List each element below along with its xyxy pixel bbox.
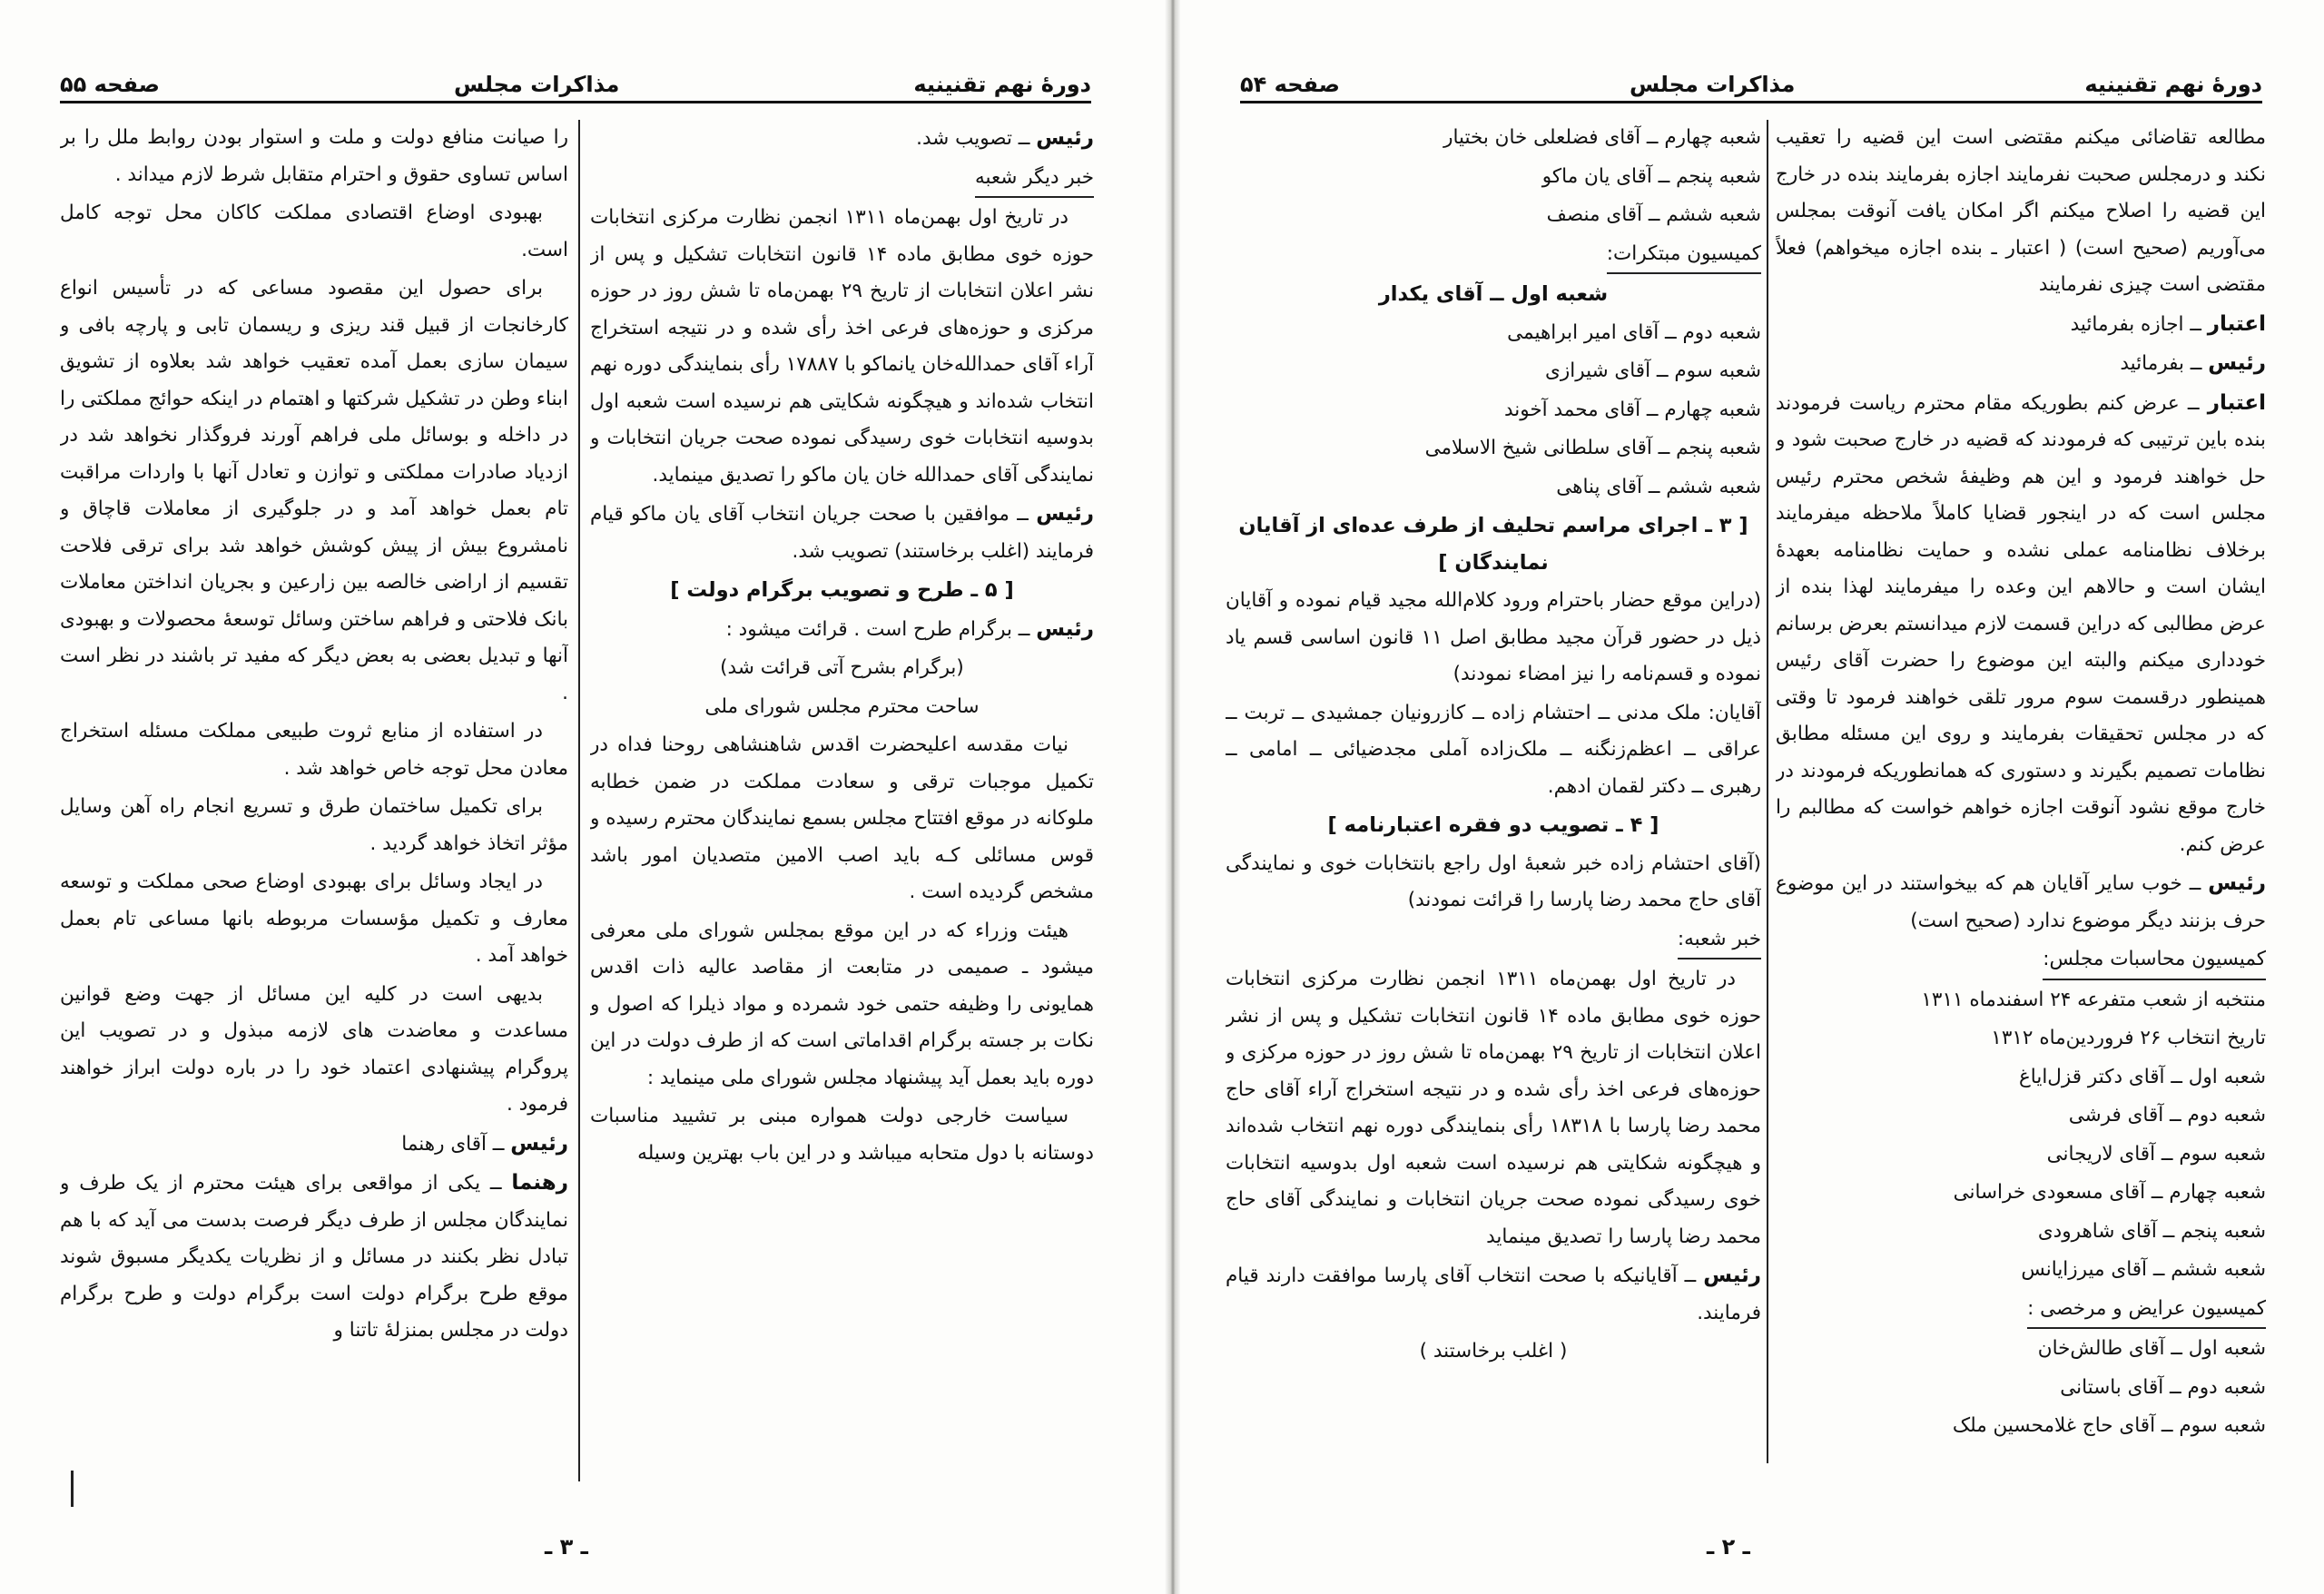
speaker-paragraph [590, 496, 1094, 570]
speaker-paragraph [1776, 385, 2266, 864]
body-paragraph: بهبودی اوضاع اقتصادی مملکت کاکان محل توجه کامل است. [60, 202, 568, 261]
body-paragraph: (دراین موقع حضار باحترام ورود کلام‌الله مجید قیام نموده و آقایان ذیل در حضور قرآن مجید مطابق اصل ۱۱ قانون اساسی قسم یاد نموده و قسم‌نامه را نیز امضاء نمودند) [1226, 589, 1761, 685]
body-paragraph: سیاست خارجی دولت همواره مبنی بر تشیید مناسبات دوستانه با دول متحابه میباشد و در این باب بهترین وسیله [590, 1105, 1094, 1165]
subsection-wrapper [1776, 1291, 2266, 1332]
subsection-wrapper [1226, 236, 1761, 277]
session-label: دورهٔ نهم تقنینیه [2084, 72, 2262, 97]
subsection-label: کمیسیون مبتکرات: [1607, 236, 1761, 275]
speaker-name: رئیس [2208, 351, 2266, 375]
subsection-label: کمیسیون عرایض و مرخصی : [2027, 1291, 2266, 1330]
margin-mark [71, 1471, 74, 1507]
running-title: مذاکرات مجلس [1629, 72, 1796, 97]
body-paragraph: را صیانت منافع دولت و ملت و استوار بودن روابط ملل را بر اساس تساوی حقوق و احترام متقابل شرط لازم میداند . [60, 126, 568, 186]
speaker-name: اعتبار [2207, 390, 2266, 415]
body-paragraph: در استفاده از منابع ثروت طبیعی مملکت مسئله استخراج معادن محل توجه خاص خواهد شد . [60, 720, 568, 780]
speaker-paragraph [1226, 1257, 1761, 1332]
speaker-name: اعتبار [2207, 311, 2266, 336]
body-paragraph: بدیهی است در کلیه این مسائل از جهت وضع قوانین مساعدت و معاضدت های لازمه مبذول و در تصویب این پروگرام پیشنهادی اعتماد خود را در باره دولت ابراز خواهند فرمود . [60, 982, 568, 1116]
section-heading: [ ۳ ـ اجرای مراسم تحلیف از طرف عده‌ای از آقایان نمایندگان ] [1238, 514, 1748, 575]
list-item: شعبه دوم ــ آقای امیر ابراهیمی [1507, 320, 1761, 344]
list-item: شعبه دوم ــ آقای فرشی [2068, 1104, 2266, 1127]
column-divider [578, 120, 580, 1481]
subsection-label: خبر دیگر شعبه [975, 160, 1094, 199]
list-item: شعبه چهارم ــ آقای محمد آخوند [1504, 398, 1761, 421]
page-number: صفحه ۵۵ [60, 72, 160, 97]
speech-text: ــ آقای رهنما [401, 1132, 511, 1156]
list-item: شعبه پنجم ــ آقای شاهرودی [2037, 1219, 2266, 1243]
speaker-name: رئیس [1036, 502, 1094, 526]
body-paragraph: در ایجاد وسائل برای بهبودی اوضاع صحی مملکت و توسعه معارف و تکمیل مؤسسات مربوطه بانها مساعی تام بعمل خواهد آمد . [60, 871, 568, 967]
speaker-name: رئیس [1703, 1264, 1761, 1287]
body-paragraph: نیات مقدسه اعلیحضرت اقدس شاهنشاهی روحنا فداه در تکمیل موجبات ترقی و سعادت مملکت در ضمن خطابه ملوکانه در موقع افتتاح مجلس بسمع نمایندگان محترم رسیده و قوس مسائلی کـه باید اصب الامین متصدیان امور باشد مشخص گردیده است . [590, 733, 1094, 903]
book-gutter [1165, 0, 1181, 1594]
body-paragraph: برای تکمیل ساختمان طرق و تسریع انجام راه آهن وسایل مؤثر اتخاذ خواهد گردید . [60, 795, 568, 855]
list-item: شعبه سوم ــ آقای لاریجانی [2046, 1142, 2266, 1166]
page-header [1240, 62, 2262, 103]
list-item: شعبه پنجم ــ آقای سلطانی شیخ الاسلامی [1424, 437, 1761, 459]
text-column-left [60, 120, 568, 1500]
list-item: تاریخ انتخاب ۲۶ فروردین‌ماه ۱۳۱۲ [1991, 1027, 2266, 1049]
speaker-name: رئیس [510, 1131, 568, 1156]
speech-text: ــ عرض کنم بطوریکه مقام محترم ریاست فرمودند بنده باین ترتیبی که فرمودند که قضیه در خارج صحبت شود و حل خواهند فرمود و این هم وظیفهٔ شخص محترم رئیس مجلس است که در اینجور قضایا کاملاً ملاحظه میفرمایند برخلاف نظامنامه عملی نشده و حمایت نظامنامه بعهدهٔ ایشان است و حالاهم این وعده را میفرمایند لهذا بنده از عرض مطالبی که دراین قسمت لازم میدانستم بعرض برسانم خودداری میکنم والبته این موضوع را حضرت آقای رئیس همینطور درقسمت سوم مرور تلقی خواهند فرمود تا وقتی که در مجلس تحقیقات بفرمایند و روی این مسئله مطابق نظامات تصمیم بگیرند و دستوری که همانطوریکه فرمودند در خارج موقع نشود آنوقت اجازه خواهم خواست که مطالبم را عرض کنم. [1776, 391, 2266, 856]
section-heading: شعبه اول ــ آقای یکدار [1378, 282, 1609, 306]
body-paragraph: برای حصول این مقصود مساعی که در تأسیس انواع کارخانجات از قبیل قند ریزی و ریسمان تابی و پارچه بافی و سیمان سازی بعمل آمده تعقیب خواهد شد بعلاوه از تشویق ابناء وطن در تشکیل شرکتها و اهتمام در اینکه حوائج مملکتی را در داخله و بوسائل ملی فراهم آورند فروگذار نخواهد شد در ازدیاد صادرات مملکتی و توازن و تعادل آنها با واردات مراقبت تام بعمل خواهد آمد و در جلوگیری از معاملات قاچاق و نامشروع بیش از پیش کوشش خواهد شد برای ترقی فلاحت تقسیم از اراضی خالصه بین زارعین و بجریان انداختن معاملات بانک فلاحتی و فراهم ساختن وسائل توسعهٔ محصولات و بهبودی آنها و تبدیل بعضی به بعض دیگر که مفید تر باشند در نظر است . [60, 277, 568, 704]
speech-text: ــ برگرام طرح است . قرائت میشود : [725, 617, 1037, 641]
list-item: شعبه سوم ــ آقای حاج غلامحسین ملک [1952, 1414, 2266, 1437]
body-paragraph: هیئت وزراء که در این موقع بمجلس شورای ملی معرفی میشود ـ صمیمی در متابعت از مقاصد عالیه ذات اقدس همایونی را وظیفه حتمی خود شمرده و مواد ذیلرا که اصول و نکات بر جسته برگرام اقداماتی است که از طرف دولت در این دوره باید بعمل آید پیشنهاد مجلس شورای ملی مینماید : [590, 919, 1094, 1089]
text-column-right [590, 120, 1094, 1491]
speech-text: ــ تصویب شد. [916, 127, 1037, 150]
speaker-name: رئیس [2208, 871, 2266, 895]
text-column-right [1776, 120, 2266, 1481]
page-number: صفحه ۵۴ [1240, 72, 1340, 97]
speech-text: ــ آقایانیکه با صحت انتخاب آقای پارسا موافقت دارند قیام فرمایند. [1226, 1264, 1761, 1324]
list-item: شعبه سوم ــ آقای شیرازی [1545, 359, 1761, 382]
list-item: شعبه ششم ــ آقای میرزایانس [2021, 1258, 2266, 1281]
speaker-paragraph [590, 611, 1094, 649]
body-paragraph: مطالعه تقاضائی میکنم مقتضی است این قضیه را تعقیب نکند و درمجلس صحبت نفرمایند اجازه بفرمایند بنده در خارج این قضیه را اصلاح میکنم اگر امکان یافت آنوقت بمجلس می‌آوریم (صحیح است) ( اعتبار ـ بنده اجازه میخواهم) فعلاً مقتضی است چیزی نفرمایند [1776, 126, 2266, 296]
list-item: شعبه چهارم ــ آقای فضلعلی خان بختیار [1443, 126, 1761, 149]
speaker-paragraph [590, 120, 1094, 158]
speaker-paragraph [60, 1165, 568, 1350]
running-title: مذاکرات مجلس [453, 72, 620, 97]
speech-text: ــ بفرمائید [2120, 352, 2209, 375]
speech-text: ــ اجازه بفرمائید [2070, 312, 2208, 336]
body-paragraph: ساحت محترم مجلس شورای ملی [704, 694, 980, 718]
session-label: دورهٔ نهم تقنینیه [913, 72, 1091, 97]
speaker-paragraph [1776, 306, 2266, 344]
list-item: شعبه ششم ــ آقای منصف [1546, 203, 1761, 226]
body-paragraph: در تاریخ اول بهمن‌ماه ۱۳۱۱ انجمن نظارت مرکزی انتخابات حوزه خوی مطابق ماده ۱۴ قانون انتخابات تشکیل و پس از نشر اعلان انتخابات از تاریخ ۲۹ بهمن‌ماه تا شش روز در حوزه مرکزی و حوزه‌های فرعی اخذ رأی شده و در نتیجه استخراج آراء آقای حاج محمد رضا پارسا با ۱۸۳۱۸ رأی بنمایندگی دوره نهم انتخاب شده‌اند و هیچگونه شکایتی هم نرسیده است شعبه اول بدوسیه انتخابات خوی رسیدگی نموده صحت جریان انتخابات و نمایندگی آقای حاج محمد رضا پارسا را تصدیق مینماید [1226, 968, 1761, 1248]
body-paragraph: در تاریخ اول بهمن‌ماه ۱۳۱۱ انجمن نظارت مرکزی انتخابات حوزه خوی مطابق ماده ۱۴ قانون انتخابات تشکیل و پس از نشر اعلان انتخابات از تاریخ ۲۹ بهمن‌ماه تا شش روز در حوزه مرکزی و حوزه‌های فرعی اخذ رأی شده و در نتیجه استخراج آراء آقای حمدالله‌خان یانماکو با ۱۷۸۸۷ رأی بنمایندگی دوره نهم انتخاب شده‌اند و هیچگونه شکایتی هم نرسیده است شعبه اول بدوسیه انتخابات خوی رسیدگی نموده صحت جریان انتخابات و نمایندگی آقای حمدالله خان یان ماکو را تصدیق مینماید. [590, 206, 1094, 487]
speaker-paragraph [1776, 345, 2266, 383]
speaker-name: رئیس [1036, 616, 1094, 641]
subsection-wrapper [590, 160, 1094, 201]
body-paragraph: آقایان: ملک مدنی ــ احتشام زاده ــ کازرونیان جمشیدی ــ تربت ــ عراقی ــ اعظم‌زنگنه ــ ملک‌زاده آملی مجدضیائی ــ امامی ــ رهبری ــ دکتر لقمان ادهم. [1226, 701, 1761, 798]
subsection-label: خبر شعبه: [1678, 921, 1761, 960]
page-footer-number: ـ ۳ ـ [545, 1534, 588, 1560]
subsection-label: کمیسیون محاسبات مجلس: [2043, 941, 2266, 980]
list-item: منتخبه از شعب متفرعه ۲۴ اسفندماه ۱۳۱۱ [1921, 988, 2266, 1011]
body-paragraph: ( اغلب برخاستند ) [1419, 1340, 1568, 1363]
list-item: شعبه چهارم ــ آقای مسعودی خراسانی [1953, 1181, 2266, 1204]
speech-text: ــ موافقین با صحت جریان انتخاب آقای یان ماکو قیام فرمایند (اغلب برخاستند) تصویب شد. [590, 503, 1094, 563]
speech-text: ــ خوب سایر آقایان هم که بیخواستند در این موضوع حرف بزنند دیگر موضوع ندارد (صحیح است) [1776, 872, 2266, 932]
speech-text: ــ یکی از مواقعی برای هیئت محترم از یک طرف و نمایندگان مجلس از طرف دیگر فرصت بدست می آید که با هم تبادل نظر بکنند در مسائل و از نظریات یکدیگر مسبوق شوند موقع طرح برگرام دولت است برگرام دولت و طرح برگرام دولت در مجلس بمنزلهٔ تاتنا و [60, 1172, 568, 1342]
right-page [1180, 0, 2324, 1594]
page-header [60, 62, 1091, 103]
list-item: شعبه اول ــ آقای طالش‌خان [2037, 1337, 2266, 1360]
section-heading: [ ۵ ـ طرح و تصویب برگرام دولت ] [670, 578, 1014, 602]
section-heading: [ ۴ ـ تصویب دو فقره اعتبارنامه ] [1327, 813, 1659, 837]
speaker-name: رهنما [511, 1171, 568, 1195]
subsection-wrapper [1226, 921, 1761, 962]
subsection-wrapper [1776, 941, 2266, 982]
list-item: شعبه ششم ــ آقای پناهی [1556, 475, 1761, 498]
list-item: شعبه دوم ــ آقای باستانی [2060, 1375, 2266, 1399]
speaker-name: رئیس [1036, 126, 1094, 150]
speaker-paragraph [60, 1126, 568, 1164]
body-paragraph: (برگرام بشرح آتی قرائت شد) [720, 656, 964, 679]
page-footer-number: ـ ۲ ـ [1707, 1534, 1750, 1560]
list-item: شعبه اول ــ آقای دکتر قزل‌ایاغ [2018, 1065, 2266, 1088]
speaker-paragraph [1776, 865, 2266, 940]
column-divider [1767, 120, 1768, 1463]
list-item: شعبه پنجم ــ آقای یان ماکو [1541, 164, 1761, 188]
body-paragraph: (آقای احتشام زاده خبر شعبهٔ اول راجع بانتخابات خوی و نمایندگی آقای حاج محمد رضا پارسا را قرائت نمودند) [1226, 851, 1761, 911]
text-column-left [1226, 120, 1761, 1481]
